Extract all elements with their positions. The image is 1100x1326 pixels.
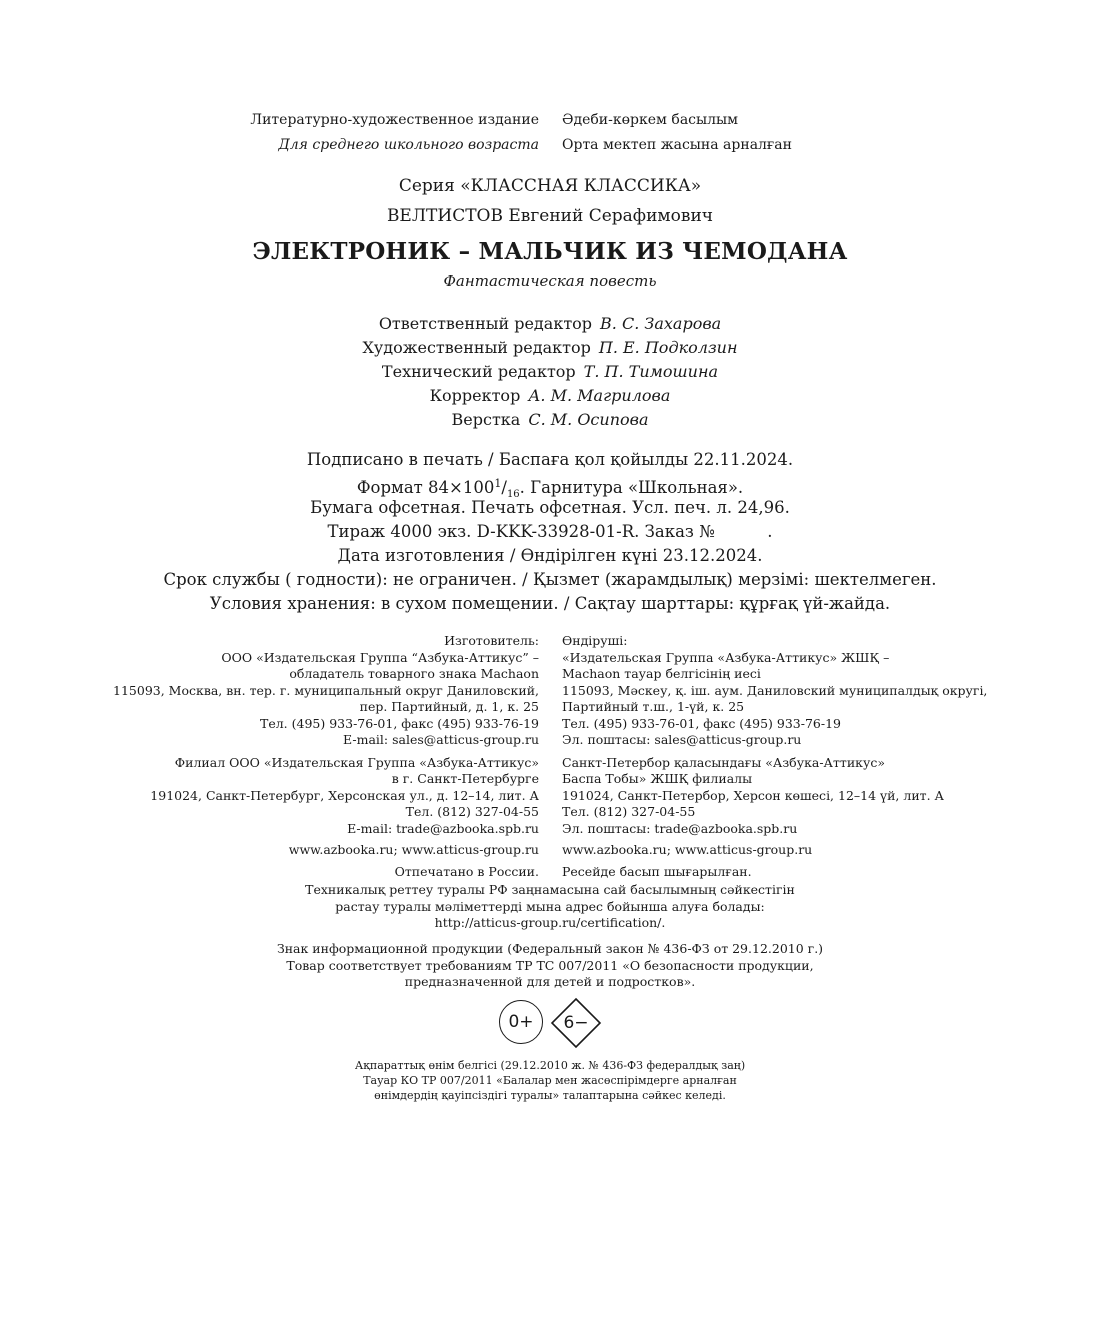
author-name: ВЕЛТИСТОВ Евгений Серафимович xyxy=(386,206,714,226)
tech-regulation-note xyxy=(0,882,1100,932)
branch-kz-line: Тел. (812) 327-04-55 xyxy=(562,804,696,819)
mfr-ru-line: E-mail: sales@atticus-group.ru xyxy=(343,732,539,747)
branch-ru-line: Тел. (812) 327-04-55 xyxy=(405,804,539,819)
branch-ru-line: Филиал ООО «Издательская Группа «Азбука-Аттикус» xyxy=(174,754,539,770)
mfr-ru-line: Изготовитель: xyxy=(444,633,539,648)
info-sign-line: Знак информационной продукции (Федеральный закон № 436-ФЗ от 29.12.2010 г.) xyxy=(276,941,824,956)
manufacturer-kz xyxy=(539,633,1062,749)
editor-row xyxy=(0,312,1100,336)
tech-line: http://atticus-group.ru/certification/. xyxy=(434,915,666,930)
printed-in-ru: Отпечатано в России. xyxy=(394,863,539,879)
service-term: Срок службы ( годности): не ограничен. / Қызмет (жарамдылық) мерзімі: шектелмеген. xyxy=(163,570,937,589)
info-sign-line: предназначенной для детей и подростков». xyxy=(404,974,696,989)
mfr-ru-line: ООО «Издательская Группа “Азбука-Аттикус” – xyxy=(221,649,539,665)
format-line xyxy=(0,472,1100,500)
mfr-ru-line: пер. Партийный, д. 1, к. 25 xyxy=(359,699,539,714)
editor-row xyxy=(0,336,1100,360)
storage-conditions: Условия хранения: в сухом помещении. / Сақтау шарттары: құрғақ үй-жайда. xyxy=(209,594,891,613)
branch-kz-line: 191024, Санкт-Петербор, Херсон көшесі, 12–14 үй, лит. А xyxy=(562,787,944,803)
branch-info xyxy=(0,755,1100,838)
editor-name: В. С. Захарова xyxy=(600,314,722,333)
editors-list xyxy=(0,312,1100,432)
kz-info-note xyxy=(0,1058,1100,1103)
editor-name: А. М. Магрилова xyxy=(528,386,671,405)
format-suffix: . Гарнитура «Школьная». xyxy=(519,478,744,497)
website-links-ru: www.azbooka.ru; www.atticus-group.ru xyxy=(288,842,539,857)
editor-role: Корректор xyxy=(429,386,521,405)
edition-type-row xyxy=(0,108,1100,133)
age-group-ru: Для среднего школьного возраста xyxy=(278,137,539,153)
book-subtitle: Фантастическая повесть xyxy=(443,272,657,290)
mfr-kz-line: Өндіруші: xyxy=(562,633,628,648)
editor-name: С. М. Осипова xyxy=(528,410,649,429)
edition-type-kz: Әдеби-көркем басылым xyxy=(562,112,739,128)
editor-row xyxy=(0,384,1100,408)
format-numerator: 1 xyxy=(494,477,502,490)
manufacturer-main xyxy=(0,633,1100,749)
signed-date: Подписано в печать / Баспаға қол қойылды 22.11.2024. xyxy=(306,450,794,469)
editor-role: Ответственный редактор xyxy=(378,314,593,333)
format-denominator: 16 xyxy=(506,489,520,500)
mfr-kz-line: «Издательская Группа «Азбука-Аттикус» ЖШҚ – xyxy=(562,649,890,665)
editor-role: Верстка xyxy=(451,410,521,429)
editor-row xyxy=(0,408,1100,432)
series-name: Серия «КЛАССНАЯ КЛАССИКА» xyxy=(398,176,702,196)
age-rating-circle-badge: 0+ xyxy=(499,1000,543,1044)
tirage-info: Тираж 4000 экз. D-KKK-33928-01-R. Заказ № . xyxy=(327,522,773,541)
editor-row xyxy=(0,360,1100,384)
branch-ru xyxy=(0,755,539,838)
mfr-kz-line: 115093, Мәскеу, қ. іш. аум. Даниловский муниципалдық округі, xyxy=(562,682,988,698)
info-sign-note xyxy=(0,941,1100,991)
tech-line: растау туралы мәліметтерді мына адрес бойынша алуға болады: xyxy=(335,898,765,914)
kz-info-line: өнімдердің қауіпсіздігі туралы» талаптарына сәйкес келеді. xyxy=(374,1089,726,1102)
age-rating-badges xyxy=(497,997,607,1051)
kz-info-line: Тауар КО ТР 007/2011 «Балалар мен жасөспірімдерге арналған xyxy=(363,1074,737,1087)
mfr-kz-line: Machaon тауар белгісінің иесі xyxy=(562,666,761,681)
printed-in-row xyxy=(0,864,1100,881)
tech-line: Техникалық реттеу туралы РФ заңнамасына сай басылымның сәйкестігін xyxy=(305,882,795,897)
manufacturer-ru xyxy=(0,633,539,749)
branch-kz-line: Баспа Тобы» ЖШҚ филиалы xyxy=(562,771,753,786)
paper-info: Бумага офсетная. Печать офсетная. Усл. печ. л. 24,96. xyxy=(310,498,790,517)
age-group-kz: Орта мектеп жасына арналған xyxy=(562,137,792,153)
branch-kz xyxy=(539,755,1062,838)
publication-details xyxy=(0,448,1100,616)
mfr-ru-line: обладатель товарного знака Machaon xyxy=(289,666,539,681)
website-row xyxy=(0,842,1100,859)
mfr-ru-line: Тел. (495) 933-76-01, факс (495) 933-76-19 xyxy=(260,715,539,731)
diamond-badge-label: 6− xyxy=(563,1013,589,1033)
website-links-kz: www.azbooka.ru; www.atticus-group.ru xyxy=(562,842,813,857)
mfr-kz-line: Партийный т.ш., 1-үй, к. 25 xyxy=(562,699,745,714)
printed-in-kz: Ресейде басып шығарылған. xyxy=(562,863,752,879)
manufacture-date: Дата изготовления / Өндірілген күні 23.12.2024. xyxy=(337,546,763,565)
edition-header xyxy=(0,108,1100,158)
branch-kz-line: Эл. поштасы: trade@azbooka.spb.ru xyxy=(562,820,798,836)
manufacturer-info xyxy=(0,633,1100,880)
mfr-kz-line: Эл. поштасы: sales@atticus-group.ru xyxy=(562,732,802,747)
branch-kz-line: Санкт-Петербор қаласындағы «Азбука-Аттикус» xyxy=(562,754,885,770)
branch-ru-line: E-mail: trade@azbooka.spb.ru xyxy=(347,820,539,836)
edition-type-ru: Литературно-художественное издание xyxy=(250,112,539,128)
info-sign-line: Товар соответствует требованиям ТР ТС 007/2011 «О безопасности продукции, xyxy=(286,957,814,973)
format-prefix: Формат 84×100 xyxy=(356,478,495,497)
mfr-ru-line: 115093, Москва, вн. тер. г. муниципальный округ Даниловский, xyxy=(113,682,539,698)
age-group-row xyxy=(0,133,1100,158)
book-title: ЭЛЕКТРОНИК – МАЛЬЧИК ИЗ ЧЕМОДАНА xyxy=(252,238,848,265)
kz-info-line: Ақпараттық өнім белгісі (29.12.2010 ж. № 436-ФЗ федералдық заң) xyxy=(354,1059,746,1072)
editor-role: Художественный редактор xyxy=(362,338,591,357)
branch-ru-line: в г. Санкт-Петербурге xyxy=(391,771,539,786)
age-rating-diamond-badge xyxy=(550,997,602,1049)
editor-role: Технический редактор xyxy=(381,362,576,381)
branch-ru-line: 191024, Санкт-Петербург, Херсонская ул., д. 12–14, лит. А xyxy=(150,787,539,803)
format-slash: / xyxy=(501,478,507,497)
editor-name: Т. П. Тимошина xyxy=(583,362,719,381)
editor-name: П. Е. Подколзин xyxy=(598,338,738,357)
mfr-kz-line: Тел. (495) 933-76-01, факс (495) 933-76-19 xyxy=(562,715,841,731)
